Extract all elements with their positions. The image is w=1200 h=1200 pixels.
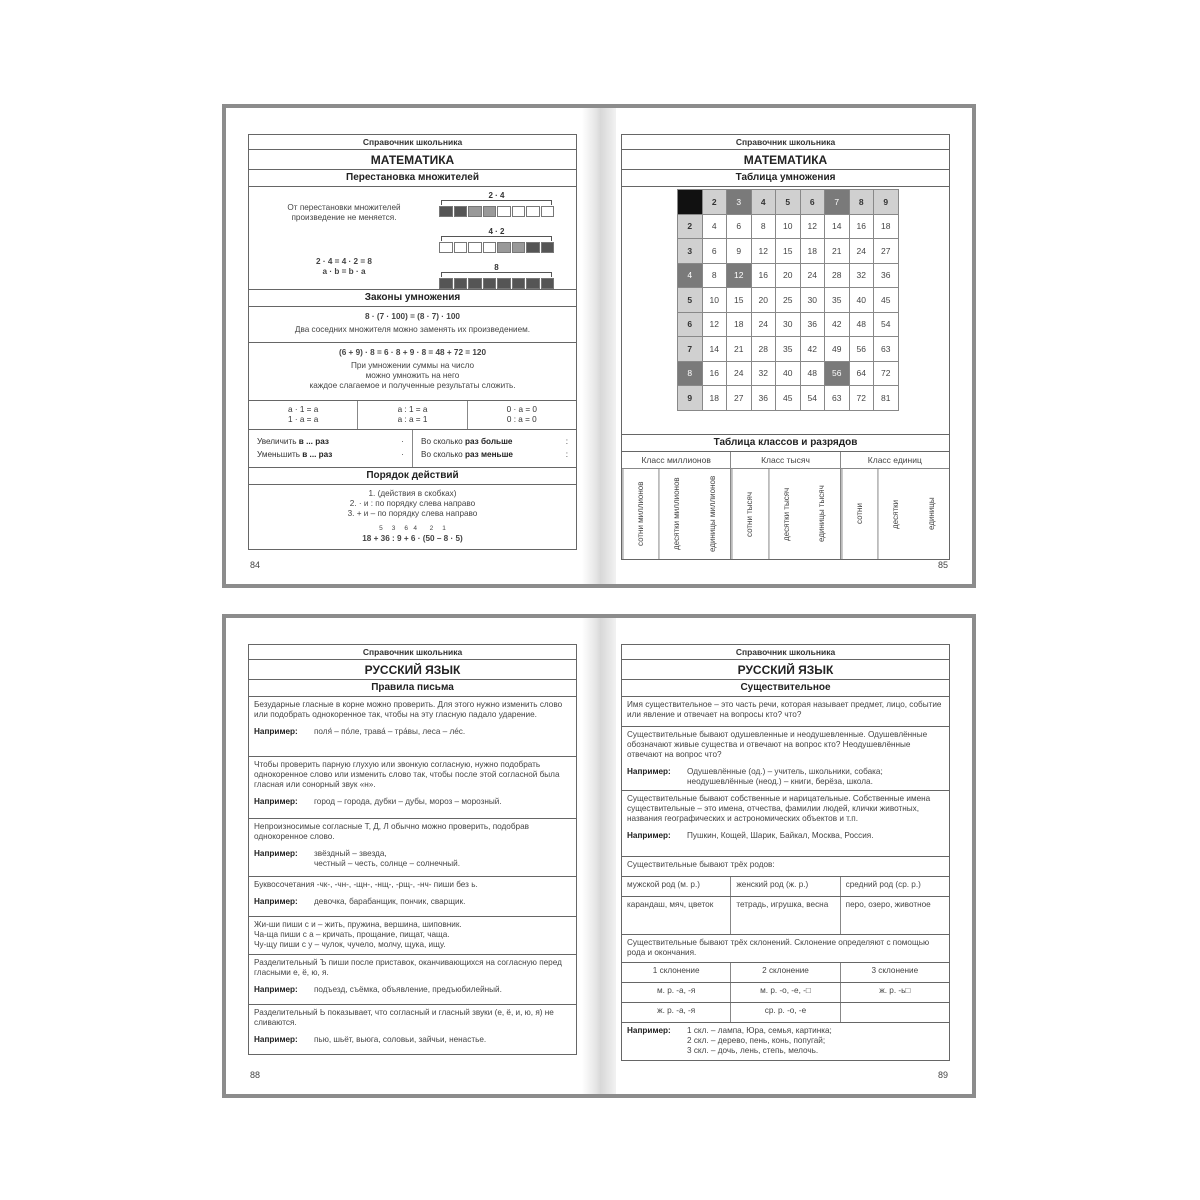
table-cell: 8 bbox=[702, 263, 727, 288]
section-title: Таблица умножения bbox=[621, 170, 950, 187]
permutation-equation: 2 · 4 = 4 · 2 = 8 a · b = b · a bbox=[316, 257, 372, 276]
table-cell: 45 bbox=[874, 288, 899, 313]
rule-block: Буквосочетания -чк-, -чн-, -щн-, -нщ-, -рщ-, -нч- пиши без ь. Например: девочка, барабанщик, пончик, сварщик. bbox=[248, 877, 577, 917]
table-cell: 27 bbox=[727, 386, 752, 411]
gender-words: карандаш, мяч, цветок тетрадь, игрушка, весна перо, озеро, животное bbox=[621, 897, 950, 935]
spread-math bbox=[222, 104, 976, 588]
permutation-text: От перестановки множителей произведение не меняется. bbox=[287, 203, 401, 222]
rule-block: Непроизносимые согласные Т, Д, Л обычно можно проверить, подобрав однокоренное слово. Например: звёздный – звезда, честный – честь, солнце – солнечный. bbox=[248, 819, 577, 877]
table-cell: 48 bbox=[849, 312, 874, 337]
section-title: Существительное bbox=[621, 680, 950, 697]
table-cell: 32 bbox=[849, 263, 874, 288]
noun-proper: Существительные бывают собственные и нарицательные. Собственные имена существительные – это имена, отчества, фамилии людей, клички животных, названия географических и астрономических объектов и т.п. Например: Пушкин, Кощей, Шарик, Байкал, Москва, Россия. bbox=[621, 791, 950, 857]
table-cell: 54 bbox=[874, 312, 899, 337]
table-cell: 7 bbox=[678, 337, 703, 362]
table-cell: 16 bbox=[751, 263, 776, 288]
table-cell: 3 bbox=[678, 239, 703, 264]
page-number: 88 bbox=[250, 1070, 261, 1080]
table-cell: 36 bbox=[800, 312, 825, 337]
table-cell: 28 bbox=[751, 337, 776, 362]
table-cell: 6 bbox=[678, 312, 703, 337]
table-cell: 6 bbox=[727, 214, 752, 239]
table-cell: 5 bbox=[678, 288, 703, 313]
table-cell: 16 bbox=[702, 361, 727, 386]
table-cell: 36 bbox=[751, 386, 776, 411]
page-89 bbox=[621, 644, 950, 1061]
table-cell: 2 bbox=[702, 190, 727, 215]
table-cell: 12 bbox=[727, 263, 752, 288]
table-cell: 7 bbox=[825, 190, 850, 215]
table-cell: 2 bbox=[678, 214, 703, 239]
table-cell: 21 bbox=[727, 337, 752, 362]
table-cell: 24 bbox=[727, 361, 752, 386]
table-cell: 14 bbox=[825, 214, 850, 239]
table-cell: 35 bbox=[776, 337, 801, 362]
table-cell: 48 bbox=[800, 361, 825, 386]
spread-russian bbox=[222, 614, 976, 1098]
table-cell: 9 bbox=[727, 239, 752, 264]
table-cell: 18 bbox=[727, 312, 752, 337]
table-cell: 40 bbox=[849, 288, 874, 313]
table-cell: 10 bbox=[702, 288, 727, 313]
section-title: Перестановка множителей bbox=[248, 170, 577, 187]
table-cell: 40 bbox=[776, 361, 801, 386]
permutation-bars: 2 · 4 4 · 2 8 bbox=[439, 191, 554, 299]
section-title: Таблица классов и разрядов bbox=[621, 435, 950, 452]
table-cell: 21 bbox=[825, 239, 850, 264]
table-cell: 16 bbox=[849, 214, 874, 239]
table-cell: 81 bbox=[874, 386, 899, 411]
rule-block: Разделительный Ъ пиши после приставок, оканчивающихся на согласную перед гласными е, ё, ю, я. Например: подъезд, съёмка, объявление, предъюбилейный. bbox=[248, 955, 577, 1005]
table-cell: 72 bbox=[874, 361, 899, 386]
page-number: 85 bbox=[937, 560, 948, 570]
page-number: 84 bbox=[250, 560, 261, 570]
table-cell: 72 bbox=[849, 386, 874, 411]
declension-row: ж. р. -а, -я ср. р. -о, -е bbox=[621, 1003, 950, 1023]
table-cell: 5 bbox=[776, 190, 801, 215]
table-cell bbox=[678, 190, 703, 215]
page-84 bbox=[248, 134, 577, 550]
page-header: Справочник школьника bbox=[621, 644, 950, 660]
permutation-box bbox=[248, 187, 577, 290]
order-box: 1. (действия в скобках) 2. · и : по порядку слева направо 3. + и – по порядку слева направо 5 3 6 4 2 1 18 + 36 : 9 + 6 · (50 – 8 · 5) bbox=[248, 485, 577, 550]
section-title: Порядок действий bbox=[248, 468, 577, 485]
table-cell: 28 bbox=[825, 263, 850, 288]
table-cell: 27 bbox=[874, 239, 899, 264]
table-cell: 64 bbox=[849, 361, 874, 386]
table-cell: 4 bbox=[702, 214, 727, 239]
table-cell: 8 bbox=[751, 214, 776, 239]
table-cell: 24 bbox=[849, 239, 874, 264]
laws-box: 8 · (7 · 100) = (8 · 7) · 100 Два соседних множителя можно заменять их произведением. (6 + 9) · 8 = 6 · 8 + 9 · 8 = 48 + 72 = 120 При умножении суммы на число можно умножить на него каждое слагаемое и полученные результаты сложить. a · 1 = a 1 · a = a a : 1 = a a : a = 1 0 · a = 0 0 : a = 0 Увеличить в ... раз · Уменьшить в ... раз · Во сколько раз больше : Во сколько раз меньше : bbox=[248, 307, 577, 468]
table-cell: 12 bbox=[800, 214, 825, 239]
noun-definition: Имя существительное – это часть речи, которая называет предмет, лицо, событие или явление и отвечает на вопросы кто? что? bbox=[621, 697, 950, 727]
page-88 bbox=[248, 644, 577, 1055]
page-fold bbox=[582, 108, 616, 584]
table-cell: 15 bbox=[727, 288, 752, 313]
gender-headers: мужской род (м. р.) женский род (ж. р.) средний род (ср. р.) bbox=[621, 877, 950, 897]
page-title: МАТЕМАТИКА bbox=[248, 150, 577, 170]
table-cell: 4 bbox=[678, 263, 703, 288]
table-cell: 12 bbox=[702, 312, 727, 337]
noun-animate: Существительные бывают одушевленные и неодушевленные. Одушевлённые обозначают живые существа и отвечают на вопрос кто? Неодушевлённые отвечают на вопрос что? Например: Одушевлённые (од.) – учитель, школьники, собака; неодушевлённые (неод.) – книги, берёза, школа. bbox=[621, 727, 950, 791]
table-cell: 42 bbox=[800, 337, 825, 362]
page-header: Справочник школьника bbox=[621, 134, 950, 150]
table-cell: 15 bbox=[776, 239, 801, 264]
page-85 bbox=[621, 134, 950, 560]
table-cell: 54 bbox=[800, 386, 825, 411]
compare-rules: Увеличить в ... раз · Уменьшить в ... раз · Во сколько раз больше : Во сколько раз меньше : bbox=[249, 429, 576, 467]
table-cell: 18 bbox=[800, 239, 825, 264]
table-cell: 14 bbox=[702, 337, 727, 362]
declension-headers: 1 склонение 2 склонение 3 склонение bbox=[621, 963, 950, 983]
section-title: Законы умножения bbox=[248, 290, 577, 307]
multiplication-table bbox=[677, 189, 899, 411]
table-cell: 12 bbox=[751, 239, 776, 264]
table-cell: 49 bbox=[825, 337, 850, 362]
rule-block: Безударные гласные в корне можно проверить. Для этого нужно изменить слово или подобрать однокоренное так, чтобы на эту гласную падало ударение. Например: поля́ – по́ле, трава́ – тра́вы, леса – ле́с. bbox=[248, 697, 577, 757]
page-fold bbox=[582, 618, 616, 1094]
classes-table: Класс миллионов сотни миллионов десятки миллионов единицы миллионов Класс тысяч сотни тысяч десятки тысяч единицы тысяч Класс единиц сотни десятки единицы bbox=[621, 452, 950, 560]
table-cell: 18 bbox=[702, 386, 727, 411]
page-title: РУССКИЙ ЯЗЫК bbox=[621, 660, 950, 680]
table-cell: 32 bbox=[751, 361, 776, 386]
table-cell: 6 bbox=[702, 239, 727, 264]
table-cell: 24 bbox=[751, 312, 776, 337]
table-cell: 25 bbox=[776, 288, 801, 313]
identity-rules: a · 1 = a 1 · a = a a : 1 = a a : a = 1 0 · a = 0 0 : a = 0 bbox=[249, 401, 576, 429]
declension-examples: Например: 1 скл. – лампа, Юра, семья, картинка; 2 скл. – дерево, пень, конь, попугай; 3 скл. – дочь, лень, степь, мелочь. bbox=[621, 1023, 950, 1061]
table-cell: 9 bbox=[678, 386, 703, 411]
table-cell: 42 bbox=[825, 312, 850, 337]
rule-block: Разделительный Ь показывает, что согласный и гласный звуки (е, ё, и, ю, я) не сливаются. Например: пью, шьёт, вьюга, соловьи, зайчьи, ненастье. bbox=[248, 1005, 577, 1055]
table-cell: 36 bbox=[874, 263, 899, 288]
rule-block: Чтобы проверить парную глухую или звонкую согласную, нужно подобрать однокоренное слово или изменить слово так, чтобы после этой согласной была гласная или сонорный звук «н». Например: город – города, дубки – дубы, мороз – морозный. bbox=[248, 757, 577, 819]
page-number: 89 bbox=[937, 1070, 948, 1080]
multiplication-table-box bbox=[621, 187, 950, 435]
table-cell: 30 bbox=[800, 288, 825, 313]
table-cell: 30 bbox=[776, 312, 801, 337]
table-cell: 4 bbox=[751, 190, 776, 215]
page-header: Справочник школьника bbox=[248, 644, 577, 660]
table-cell: 9 bbox=[874, 190, 899, 215]
section-title: Правила письма bbox=[248, 680, 577, 697]
table-cell: 10 bbox=[776, 214, 801, 239]
table-cell: 56 bbox=[849, 337, 874, 362]
noun-declensions: Существительные бывают трёх склонений. Склонение определяют с помощью рода и окончания. bbox=[621, 935, 950, 963]
page-header: Справочник школьника bbox=[248, 134, 577, 150]
declension-row: м. р. -а, -я м. р. -о, -е, -□ ж. р. -ь□ bbox=[621, 983, 950, 1003]
table-cell: 20 bbox=[751, 288, 776, 313]
table-cell: 56 bbox=[825, 361, 850, 386]
table-cell: 18 bbox=[874, 214, 899, 239]
table-cell: 45 bbox=[776, 386, 801, 411]
table-cell: 8 bbox=[849, 190, 874, 215]
table-cell: 63 bbox=[825, 386, 850, 411]
table-cell: 35 bbox=[825, 288, 850, 313]
table-cell: 20 bbox=[776, 263, 801, 288]
page-title: РУССКИЙ ЯЗЫК bbox=[248, 660, 577, 680]
table-cell: 8 bbox=[678, 361, 703, 386]
page-title: МАТЕМАТИКА bbox=[621, 150, 950, 170]
table-cell: 6 bbox=[800, 190, 825, 215]
noun-genders: Существительные бывают трёх родов: bbox=[621, 857, 950, 877]
table-cell: 3 bbox=[727, 190, 752, 215]
table-cell: 63 bbox=[874, 337, 899, 362]
rule-block: Жи-ши пиши с и – жить, пружина, вершина, шиповник. Ча-ща пиши с а – кричать, прощание, пищат, чаща. Чу-щу пиши с у – чулок, чучело, молчу, щука, ищу. bbox=[248, 917, 577, 955]
table-cell: 24 bbox=[800, 263, 825, 288]
